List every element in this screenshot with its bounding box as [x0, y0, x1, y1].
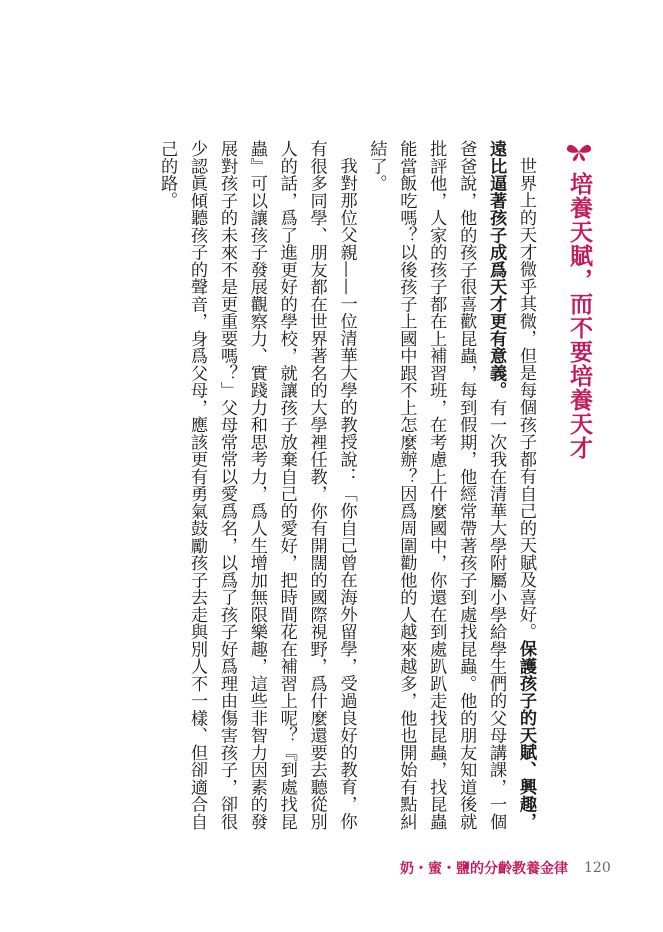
- paragraph-1-emphasis: 保護孩子的天賦、興趣，遠比逼著孩子成爲天才更有意義。: [486, 140, 536, 830]
- paragraph-1: [361, 140, 540, 830]
- page-number: 120: [584, 860, 611, 876]
- body-text: [151, 140, 540, 830]
- paragraph-1-intro: 世界上的天才微乎其微，但是每個孩子都有自己的天賦及喜好。: [516, 157, 536, 641]
- section-heading: 培養天賦，而不要培養天才: [566, 172, 592, 460]
- paragraph-2: 我對那位父親——一位清華大學的教授說：「你自己曾在海外留學，受過良好的教育，你有很多同學、朋友都在世界著名的大學裡任教，你有開闊的國際視野，爲什麼還要去聽從別人的話，爲了進更好的學校，就讓孩子放棄自己的愛好，把時間花在補習上呢？『到處找昆蟲』可以讓孩子發展觀察力、實踐力和思考力，爲人生增加無限樂趣，這些非智力因素的發展對孩子的未來不是更重要嗎？」父母常常以愛爲名，以爲了孩子好爲理由傷害孩子，卻很少認眞傾聽孩子的聲音，身爲父母，應該更有勇氣鼓勵孩子去走與別人不一樣、但卻適合自己的路。: [157, 140, 357, 830]
- book-title: 奶・蜜・鹽的分齡教養金律: [400, 861, 568, 877]
- butterfly-icon: [565, 142, 593, 162]
- paragraph-1-rest: 有一次我在清華大學附屬小學給學生們的父母講課，一個爸爸說，他的孩子很喜歡昆蟲，每到假期，他經常帶著孩子到處找昆蟲。他的朋友知道後就批評他，人家的孩子都在上補習班，在考慮上什麼國中，你還在到處趴趴走找昆蟲，找昆蟲能當飯吃嗎？以後孩子上國中跟不上怎麼辦？因爲周圍勸他的人越來越多，他也開始有點糾結了。: [366, 140, 507, 831]
- page-footer: [400, 858, 611, 878]
